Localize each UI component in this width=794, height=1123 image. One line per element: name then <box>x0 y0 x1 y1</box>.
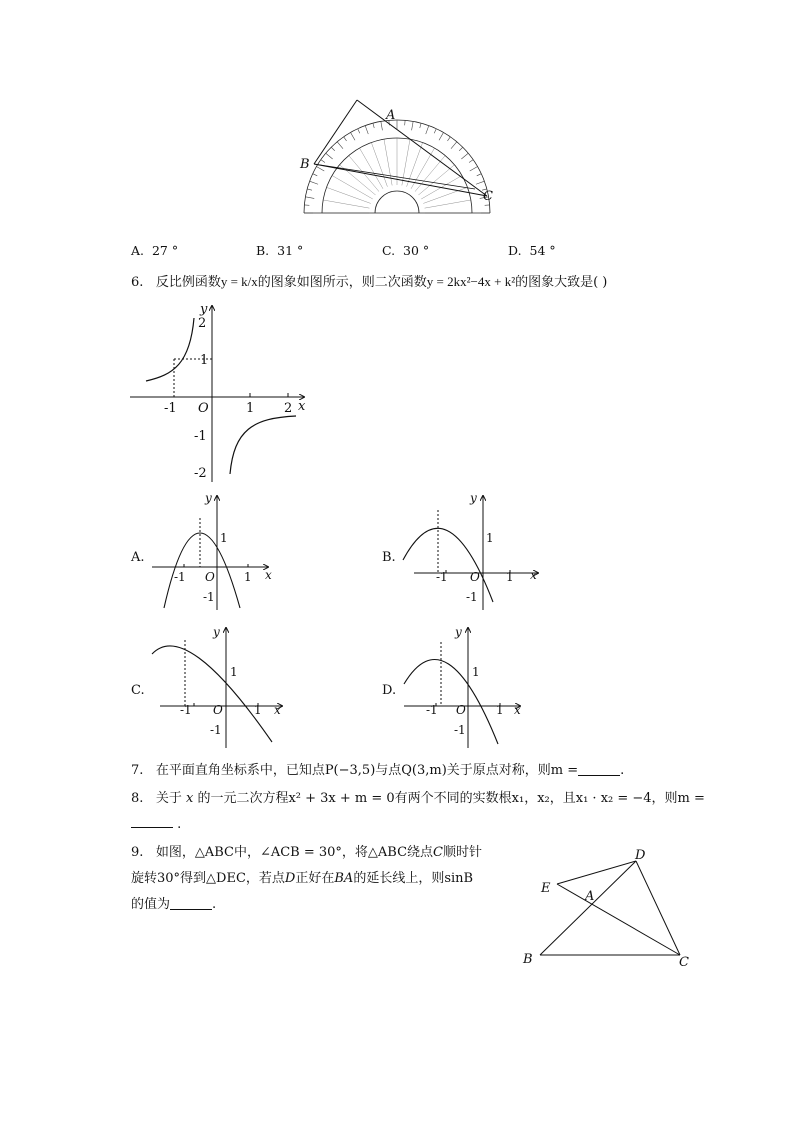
line-top-C <box>357 100 487 196</box>
y-tick-1: 1 <box>200 353 209 368</box>
protractor-tick <box>447 137 450 141</box>
x-tick-neg1: -1 <box>164 401 177 416</box>
svg-text:1: 1 <box>496 703 504 717</box>
parabola-d <box>404 660 498 745</box>
protractor-radial-line <box>425 200 471 208</box>
svg-text:-1: -1 <box>454 723 466 737</box>
q6-option-c-graph[interactable] <box>148 622 288 750</box>
q8-stem: 8. 关于 x 的一元二次方程x² + 3x + m = 0有两个不同的实数根x₁，x₂，且x₁ · x₂ = −4，则m = <box>131 791 705 806</box>
q7-answer-blank[interactable] <box>578 763 620 776</box>
hyperbola-branch-4th-quadrant <box>230 416 296 474</box>
protractor-figure <box>290 92 505 220</box>
svg-text:y: y <box>205 491 212 505</box>
q6-option-a-graph[interactable] <box>148 490 273 612</box>
x-label: x <box>298 399 306 414</box>
label-B: B <box>300 157 310 172</box>
label-C: C <box>679 955 689 970</box>
protractor-center-arc <box>375 191 419 213</box>
protractor-radial-line <box>360 148 384 189</box>
protractor-tick <box>351 132 356 140</box>
protractor-radial-line <box>327 187 371 203</box>
q8-number: 8. <box>131 791 144 806</box>
protractor-radial-line <box>407 143 423 187</box>
x-tick-1: 1 <box>246 401 255 416</box>
svg-text:-1: -1 <box>426 703 438 717</box>
protractor-tick <box>426 126 429 134</box>
q6-option-a-label[interactable]: A. <box>131 550 145 565</box>
svg-text:1: 1 <box>244 570 252 584</box>
protractor-tick <box>451 142 457 149</box>
protractor-radial-line <box>418 165 454 195</box>
protractor-tick <box>381 121 383 130</box>
q5-option-c[interactable]: C. 30 ° <box>382 243 430 258</box>
protractor-tick <box>305 197 314 199</box>
q9-line2: 旋转30°得到△DEC，若点D正好在BA的延长线上，则sinB <box>131 871 474 886</box>
protractor-tick <box>439 132 444 140</box>
x-tick-2: 2 <box>284 401 293 416</box>
svg-text:O: O <box>470 570 480 584</box>
svg-text:1: 1 <box>220 531 228 545</box>
svg-text:O: O <box>213 703 223 717</box>
q6-option-d-graph[interactable] <box>398 622 526 750</box>
svg-text:1: 1 <box>486 531 494 545</box>
q5-option-b[interactable]: B. 31 ° <box>256 243 304 258</box>
svg-text:-1: -1 <box>436 570 448 584</box>
q6-option-c-label[interactable]: C. <box>131 683 145 698</box>
protractor-tick <box>420 123 421 128</box>
protractor-radial-line <box>415 156 445 192</box>
q6-main-graph <box>128 300 313 485</box>
svg-text:-1: -1 <box>174 570 186 584</box>
svg-text:y: y <box>213 625 220 639</box>
q9-line3: 的值为 . <box>131 897 217 912</box>
svg-text:x: x <box>274 703 281 717</box>
protractor-tick <box>331 147 335 151</box>
protractor-radial-line <box>423 187 467 203</box>
q6-formula1: y = k/x <box>220 274 258 289</box>
protractor-tick <box>469 160 473 163</box>
svg-text:x: x <box>530 568 537 582</box>
protractor-tick <box>373 123 374 128</box>
protractor-tick <box>344 137 347 141</box>
y-tick-neg1: -1 <box>194 429 207 444</box>
svg-text:O: O <box>205 570 215 584</box>
svg-text:1: 1 <box>254 703 262 717</box>
origin-label: O <box>198 401 209 416</box>
protractor-tick <box>477 174 482 176</box>
svg-text:-1: -1 <box>466 590 478 604</box>
protractor-tick <box>412 121 414 130</box>
q9-answer-blank[interactable] <box>170 897 212 910</box>
protractor-tick <box>307 189 312 190</box>
protractor-tick <box>461 153 468 159</box>
q8-answer-blank[interactable] <box>131 815 173 828</box>
label-B: B <box>523 952 533 967</box>
q9-number: 9. <box>131 845 144 860</box>
q7-number: 7. <box>131 763 144 778</box>
svg-text:-1: -1 <box>203 590 215 604</box>
protractor-tick <box>316 167 324 172</box>
q5-option-d[interactable]: D. 54 ° <box>508 243 556 258</box>
protractor-tick <box>358 129 360 134</box>
q6-option-d-label[interactable]: D. <box>382 683 397 698</box>
label-A: A <box>386 108 396 123</box>
segment-DC <box>636 861 680 955</box>
label-E: E <box>541 881 551 896</box>
label-C: C <box>483 189 493 204</box>
label-D: D <box>635 848 646 863</box>
svg-text:O: O <box>456 703 466 717</box>
protractor-radial-line <box>332 176 373 200</box>
svg-text:1: 1 <box>472 665 480 679</box>
svg-text:y: y <box>455 625 462 639</box>
protractor-tick <box>470 167 478 172</box>
q6-stem: 6. 反比例函数y = k/x的图象如图所示，则二次函数y = 2kx²−4x + k²的图象大致是( ) <box>131 274 608 290</box>
svg-text:1: 1 <box>506 570 514 584</box>
svg-text:y: y <box>470 491 477 505</box>
protractor-tick <box>337 142 343 149</box>
protractor-tick <box>321 160 325 163</box>
q6-formula2: y = 2kx²−4x + k² <box>426 274 516 289</box>
y-tick-2: 2 <box>198 316 207 331</box>
protractor-radial-line <box>323 200 369 208</box>
q8-answer-line: . <box>131 815 181 834</box>
q9-triangle-figure <box>515 845 700 970</box>
protractor-radial-line <box>371 143 387 187</box>
q9-line1: 9. 如图，△ABC中，∠ACB = 30°，将△ABC绕点C顺时针 <box>131 845 483 860</box>
protractor-tick <box>459 147 463 151</box>
svg-text:-1: -1 <box>180 703 192 717</box>
y-tick-neg2: -2 <box>194 466 207 481</box>
q5-option-a[interactable]: A. 27 ° <box>131 243 179 258</box>
svg-text:1: 1 <box>230 665 238 679</box>
y-label: y <box>200 302 208 317</box>
q6-number: 6. <box>131 275 144 290</box>
protractor-tick <box>310 181 318 184</box>
q7-stem: 7. 在平面直角坐标系中，已知点P(−3,5)与点Q(3,m)关于原点对称，则m = . <box>131 763 625 778</box>
protractor-tick <box>476 181 484 184</box>
q6-option-b-label[interactable]: B. <box>382 550 396 565</box>
q6-option-b-graph[interactable] <box>398 490 543 612</box>
protractor-tick <box>313 174 318 176</box>
label-A: A <box>585 889 595 904</box>
svg-text:x: x <box>265 568 272 582</box>
svg-text:x: x <box>514 703 521 717</box>
protractor-tick <box>434 129 436 134</box>
protractor-tick <box>326 153 333 159</box>
hyperbola-branch-2nd-quadrant <box>146 318 194 381</box>
segment-EC <box>557 884 680 955</box>
svg-text:-1: -1 <box>210 723 222 737</box>
parabola-b <box>403 528 493 602</box>
protractor-tick <box>365 126 368 134</box>
